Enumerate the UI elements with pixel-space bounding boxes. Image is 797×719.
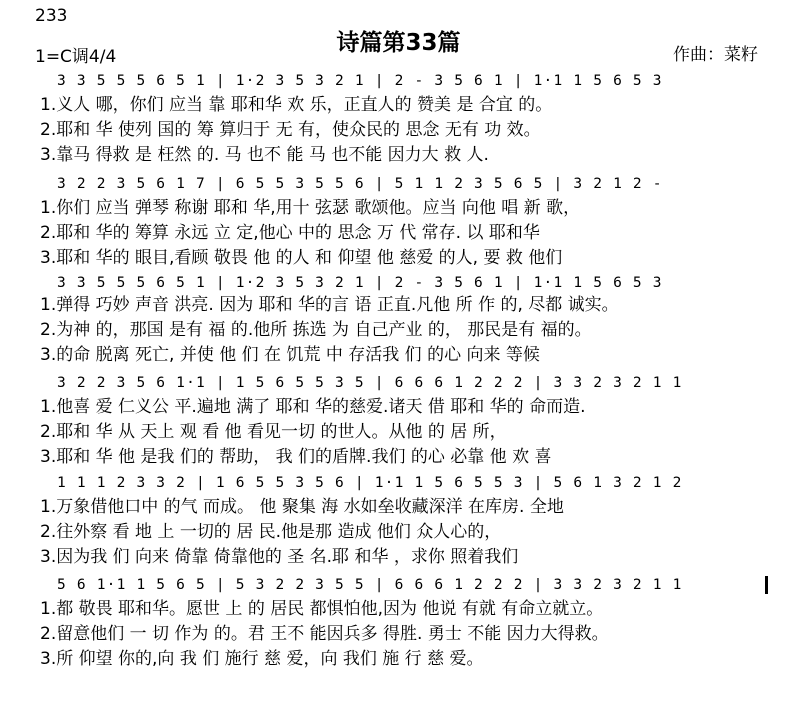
final-barline (765, 576, 768, 594)
lyric-line-2: 2.留意他们 一 切 作为 的。君 王不 能因兵多 得胜. 勇士 不能 因力大得救。 (40, 624, 609, 644)
lyric-line-2: 2.耶和 华的 筹算 永远 立 定,他心 中的 思念 万 代 常存. 以 耶和华 (40, 223, 540, 243)
lyric-line-1: 1.义人 哪，你们 应当 靠 耶和华 欢 乐，正直人的 赞美 是 合宜 的。 (40, 95, 553, 115)
notes-row: 3 3 5 5 5 6 5 1 | 1·2 3 5 3 2 1 | 2 - 3 5 6 1 | 1·1 1 5 6 5 3 (57, 73, 663, 89)
notes-row: 1 1 1 2 3 3 2 | 1 6 5 5 3 5 6 | 1·1 1 5 6 5 5 3 | 5 6 1 3 2 1 2 (57, 475, 683, 491)
notes-row: 3 2 2 3 5 6 1·1 | 1 5 6 5 5 3 5 | 6 6 6 1 2 2 2 | 3 3 2 3 2 1 1 (57, 375, 683, 391)
lyric-line-2: 2.为神 的，那国 是有 福 的.他所 拣选 为 自己产业 的， 那民是有 福的。 (40, 320, 592, 340)
hymn-number: 233 (35, 6, 68, 26)
lyric-line-1: 1.都 敬畏 耶和华。愿世 上 的 居民 都惧怕他,因为 他说 有就 有命立就立。 (40, 599, 604, 619)
notes-row: 3 3 5 5 5 6 5 1 | 1·2 3 5 3 2 1 | 2 - 3 5 6 1 | 1·1 1 5 6 5 3 (57, 275, 663, 291)
key-signature: 1=C调4/4 (35, 47, 117, 67)
lyric-line-3: 3.靠马 得救 是 枉然 的. 马 也不 能 马 也不能 因力大 救 人. (40, 145, 489, 165)
notes-row: 3 2 2 3 5 6 1 7 | 6 5 5 3 5 5 6 | 5 1 1 2 3 5 6 5 | 3 2 1 2 - (57, 176, 663, 192)
lyric-line-3: 3.所 仰望 你的,向 我 们 施行 慈 爱，向 我们 施 行 慈 爱。 (40, 649, 484, 669)
lyric-line-3: 3.的命 脱离 死亡, 并使 他 们 在 饥荒 中 存活我 们 的心 向来 等候 (40, 345, 540, 365)
notes-row: 5 6 1·1 1 5 6 5 | 5 3 2 2 3 5 5 | 6 6 6 1 2 2 2 | 3 3 2 3 2 1 1 (57, 577, 683, 593)
page-title: 诗篇第33篇 (336, 30, 461, 56)
lyric-line-1: 1.他喜 爱 仁义公 平.遍地 满了 耶和 华的慈爱.诸天 借 耶和 华的 命而造. (40, 397, 586, 417)
composer-credit: 作曲：菜籽 (673, 45, 758, 65)
lyric-line-3: 3.因为我 们 向来 倚靠 倚靠他的 圣 名.耶 和华 ，求你 照着我们 (40, 547, 519, 567)
lyric-line-2: 2.耶和 华 使列 国的 筹 算归于 无 有，使众民的 思念 无有 功 效。 (40, 120, 541, 140)
lyric-line-2: 2.耶和 华 从 天上 观 看 他 看见一切 的世人。从他 的 居 所， (40, 422, 507, 442)
lyric-line-1: 1.万象借他口中 的气 而成。 他 聚集 海 水如垒收藏深洋 在库房. 全地 (40, 497, 564, 517)
lyric-line-3: 3.耶和 华 他 是我 们的 帮助， 我 们的盾牌.我们 的心 必靠 他 欢 喜 (40, 447, 552, 467)
lyric-line-3: 3.耶和 华的 眼目,看顾 敬畏 他 的人 和 仰望 他 慈爱 的人, 要 救 他们 (40, 248, 563, 268)
lyric-line-1: 1.弹得 巧妙 声音 洪亮. 因为 耶和 华的言 语 正直.凡他 所 作 的, 尽都 诚实。 (40, 295, 619, 315)
lyric-line-2: 2.往外察 看 地 上 一切的 居 民.他是那 造成 他们 众人心的， (40, 522, 502, 542)
lyric-line-1: 1.你们 应当 弹琴 称谢 耶和 华,用十 弦瑟 歌颂他。应当 向他 唱 新 歌， (40, 198, 581, 218)
